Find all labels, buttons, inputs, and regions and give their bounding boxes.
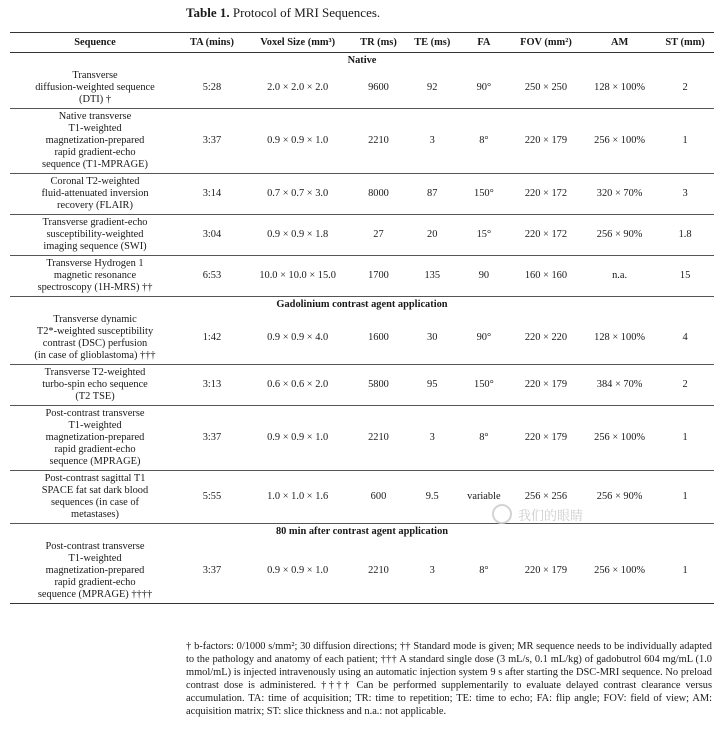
ta-cell: 5:55 [180, 471, 244, 524]
fa-cell: 8° [459, 539, 509, 604]
table-row [10, 312, 714, 365]
sequence-cell [10, 365, 180, 406]
st-cell: 1 [656, 109, 714, 174]
sequence-line: Post-contrast sagittal T1 [44, 473, 146, 484]
sequence-line: magnetization-prepared [45, 135, 145, 146]
voxel-cell: 0.7 × 0.7 × 3.0 [244, 174, 351, 215]
header-tr: TR (ms) [351, 33, 405, 53]
voxel-cell: 0.9 × 0.9 × 4.0 [244, 312, 351, 365]
sequence-line: SPACE fat sat dark blood [41, 485, 149, 496]
ta-cell: 3:04 [180, 215, 244, 256]
tr-cell: 5800 [351, 365, 405, 406]
header-voxel: Voxel Size (mm³) [244, 33, 351, 53]
te-cell: 30 [406, 312, 459, 365]
te-cell: 3 [406, 109, 459, 174]
ta-cell: 3:37 [180, 406, 244, 471]
sequence-line: rapid gradient-echo [54, 444, 136, 455]
sequence-cell [10, 312, 180, 365]
st-cell: 1 [656, 406, 714, 471]
table-row [10, 539, 714, 604]
watermark-text: 我们的眼睛 [518, 507, 584, 523]
fa-cell: variable [459, 471, 509, 524]
voxel-cell: 2.0 × 2.0 × 2.0 [244, 68, 351, 109]
fov-cell: 256 × 256 [509, 471, 583, 524]
sequence-line: imaging sequence (SWI) [43, 241, 147, 252]
st-cell: 1 [656, 471, 714, 524]
section-row [10, 297, 714, 313]
sequence-cell [10, 215, 180, 256]
sequence-line: Transverse dynamic [53, 314, 137, 325]
sequence-line: sequence (MPRAGE) [49, 456, 141, 467]
caption-label: Table 1. [186, 5, 230, 20]
fov-cell: 250 × 250 [509, 68, 583, 109]
table-row [10, 174, 714, 215]
te-cell: 9.5 [406, 471, 459, 524]
fa-cell: 90 [459, 256, 509, 297]
st-cell: 4 [656, 312, 714, 365]
sequence-line: fluid-attenuated inversion [41, 188, 149, 199]
fov-cell: 220 × 179 [509, 406, 583, 471]
fa-cell: 8° [459, 109, 509, 174]
header-fov: FOV (mm²) [509, 33, 583, 53]
header-st: ST (mm) [656, 33, 714, 53]
watermark [492, 504, 702, 524]
am-cell: 128 × 100% [583, 312, 656, 365]
header-fa: FA [459, 33, 509, 53]
sequence-line: sequence (T1-MPRAGE) [42, 159, 148, 170]
tr-cell: 2210 [351, 406, 405, 471]
header-row [10, 33, 714, 53]
te-cell: 135 [406, 256, 459, 297]
sequence-line: Transverse Hydrogen 1 [46, 258, 144, 269]
fov-cell: 220 × 179 [509, 539, 583, 604]
ta-cell: 1:42 [180, 312, 244, 365]
tr-cell: 1600 [351, 312, 405, 365]
tr-cell: 9600 [351, 68, 405, 109]
te-cell: 92 [406, 68, 459, 109]
table-row [10, 109, 714, 174]
sequence-line: rapid gradient-echo [54, 147, 136, 158]
sequence-line: T2*-weighted susceptibility [36, 326, 154, 337]
table-row [10, 68, 714, 109]
sequence-line: Transverse [72, 70, 118, 81]
sequence-line: magnetization-prepared [45, 432, 145, 443]
st-cell: 1 [656, 539, 714, 604]
ta-cell: 3:14 [180, 174, 244, 215]
te-cell: 3 [406, 539, 459, 604]
sequence-cell [10, 109, 180, 174]
st-cell: 2 [656, 365, 714, 406]
sequence-line: spectroscopy (1H-MRS) †† [37, 282, 153, 293]
table-footnote: † b-factors: 0/1000 s/mm²; 30 diffusion directions; †† Standard mode is given; MR sequence needs to be individually adapted to the pathology and anatomy of each patient; ††† A standard single dose (3 mL/s, 0.1 mL/kg) of gadobutrol 604 mg/mL (1.0 mmol/mL) is injected intravenously using an automatic injection system 9 s after starting the DSC-MRI sequence. No preload contrast dose is administered. †††† Can be performed supplementarily to evaluate delayed contrast clearance versus accumulation. TA: time of acquisition; TR: time to repetition; TE: time to echo; FA: flip angle; FOV: field of view; AM: acquisition matrix; ST: slice thickness and n.a.: not applicable. [186, 641, 712, 717]
fov-cell: 220 × 220 [509, 312, 583, 365]
table-caption [186, 5, 380, 21]
sequence-line: metastases) [71, 509, 119, 520]
voxel-cell: 1.0 × 1.0 × 1.6 [244, 471, 351, 524]
te-cell: 87 [406, 174, 459, 215]
section-row [10, 524, 714, 540]
sequence-cell [10, 539, 180, 604]
ta-cell: 6:53 [180, 256, 244, 297]
sequence-line: contrast (DSC) perfusion [42, 338, 148, 349]
section-row [10, 53, 714, 69]
tr-cell: 2210 [351, 539, 405, 604]
voxel-cell: 0.6 × 0.6 × 2.0 [244, 365, 351, 406]
table-row [10, 215, 714, 256]
sequence-line: Transverse gradient-echo [42, 217, 148, 228]
am-cell: 256 × 90% [583, 215, 656, 256]
fa-cell: 15° [459, 215, 509, 256]
sequence-line: recovery (FLAIR) [57, 200, 133, 211]
am-cell: 320 × 70% [583, 174, 656, 215]
te-cell: 20 [406, 215, 459, 256]
am-cell: n.a. [583, 256, 656, 297]
sequence-line: Post-contrast transverse [45, 408, 145, 419]
te-cell: 95 [406, 365, 459, 406]
header-sequence: Sequence [10, 33, 180, 53]
fa-cell: 8° [459, 406, 509, 471]
sequence-cell [10, 256, 180, 297]
fov-cell: 220 × 172 [509, 174, 583, 215]
voxel-cell: 0.9 × 0.9 × 1.0 [244, 539, 351, 604]
sequence-cell [10, 68, 180, 109]
sequence-cell [10, 471, 180, 524]
st-cell: 2 [656, 68, 714, 109]
sequence-line: sequence (MPRAGE) †††† [37, 589, 153, 600]
ta-cell: 5:28 [180, 68, 244, 109]
sequence-line: Coronal T2-weighted [50, 176, 140, 187]
fa-cell: 150° [459, 365, 509, 406]
te-cell: 3 [406, 406, 459, 471]
header-te: TE (ms) [406, 33, 459, 53]
am-cell: 256 × 100% [583, 406, 656, 471]
section-title: Native [347, 55, 377, 66]
sequence-line: turbo-spin echo sequence [42, 379, 148, 390]
sequence-line: (in case of glioblastoma) ††† [34, 350, 156, 361]
st-cell: 15 [656, 256, 714, 297]
st-cell: 1.8 [656, 215, 714, 256]
fov-cell: 220 × 172 [509, 215, 583, 256]
tr-cell: 2210 [351, 109, 405, 174]
sequence-line: diffusion-weighted sequence [35, 82, 155, 93]
ta-cell: 3:37 [180, 109, 244, 174]
st-cell: 3 [656, 174, 714, 215]
sequence-line: magnetic resonance [53, 270, 137, 281]
header-ta: TA (mins) [180, 33, 244, 53]
voxel-cell: 0.9 × 0.9 × 1.8 [244, 215, 351, 256]
sequence-line: sequences (in case of [51, 497, 139, 508]
fov-cell: 220 × 179 [509, 109, 583, 174]
sequence-cell [10, 406, 180, 471]
am-cell: 128 × 100% [583, 68, 656, 109]
section-title: Gadolinium contrast agent application [276, 299, 448, 310]
sequence-line: T1-weighted [68, 553, 122, 564]
table-row [10, 365, 714, 406]
header-am: AM [583, 33, 656, 53]
fov-cell: 220 × 179 [509, 365, 583, 406]
sequence-line: Post-contrast transverse [45, 541, 145, 552]
tr-cell: 8000 [351, 174, 405, 215]
am-cell: 256 × 100% [583, 539, 656, 604]
voxel-cell: 0.9 × 0.9 × 1.0 [244, 109, 351, 174]
sequence-line: Transverse T2-weighted [44, 367, 146, 378]
tr-cell: 27 [351, 215, 405, 256]
fa-cell: 90° [459, 312, 509, 365]
caption-text: Protocol of MRI Sequences. [232, 5, 381, 20]
sequence-line: Native transverse [58, 111, 132, 122]
am-cell: 384 × 70% [583, 365, 656, 406]
sequence-cell [10, 174, 180, 215]
sequence-line: (DTI) † [78, 94, 112, 105]
tr-cell: 1700 [351, 256, 405, 297]
sequence-line: magnetization-prepared [45, 565, 145, 576]
table-row [10, 256, 714, 297]
section-title: 80 min after contrast agent application [275, 526, 449, 537]
fov-cell: 160 × 160 [509, 256, 583, 297]
sequence-line: T1-weighted [68, 420, 122, 431]
ta-cell: 3:37 [180, 539, 244, 604]
fa-cell: 90° [459, 68, 509, 109]
circle-logo-icon [492, 504, 512, 524]
sequence-line: (T2 TSE) [75, 391, 115, 402]
sequence-line: rapid gradient-echo [54, 577, 136, 588]
am-cell: 256 × 100% [583, 109, 656, 174]
table-row [10, 406, 714, 471]
am-cell: 256 × 90% [583, 471, 656, 524]
voxel-cell: 10.0 × 10.0 × 15.0 [244, 256, 351, 297]
tr-cell: 600 [351, 471, 405, 524]
sequence-line: susceptibility-weighted [46, 229, 144, 240]
fa-cell: 150° [459, 174, 509, 215]
voxel-cell: 0.9 × 0.9 × 1.0 [244, 406, 351, 471]
ta-cell: 3:13 [180, 365, 244, 406]
sequence-line: T1-weighted [68, 123, 122, 134]
